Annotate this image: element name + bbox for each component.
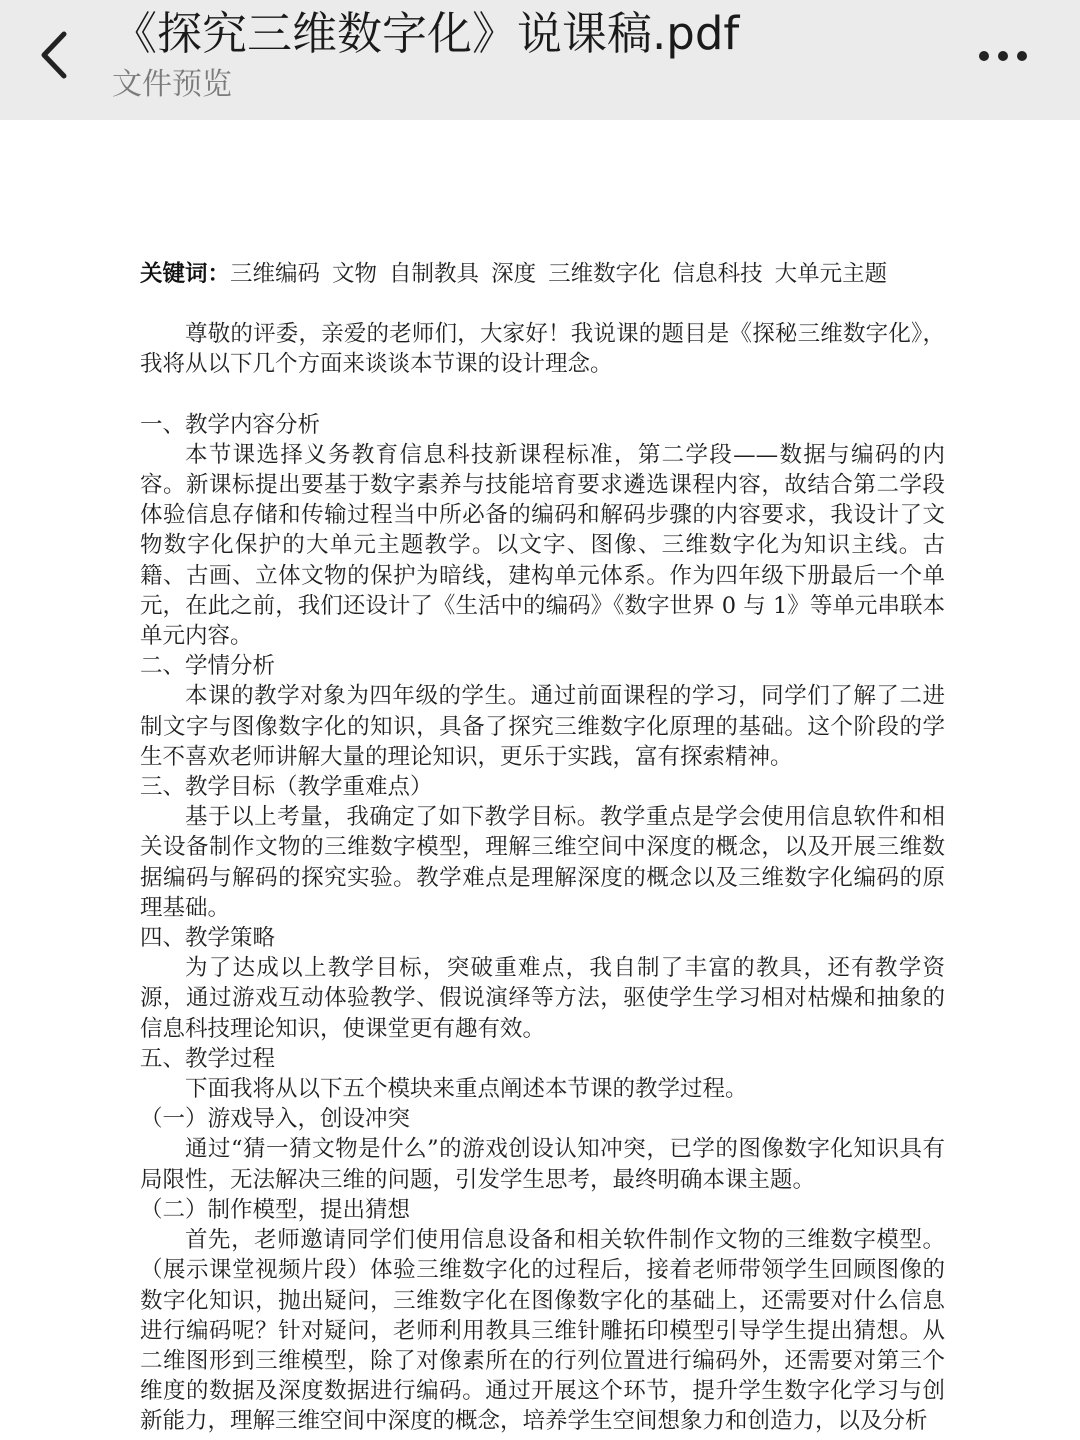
back-button[interactable]: [26, 20, 86, 90]
section-paragraph: 本节课选择义务教育信息科技新课程标准，第二学段——数据与编码的内容。新课标提出要基于数字素养与技能培育要求遴选课程内容，故结合第二学段体验信息存储和传输过程当中所必备的编码和解码步骤的内容要求，我设计了文物数字化保护的大单元主题教学。以文字、图像、三维数字化为知识主线。古籍、古画、立体文物的保护为暗线，建构单元体系。作为四年级下册最后一个单元，在此之前，我们还设计了《生活中的编码》《数字世界 0 与 1》等单元串联本单元内容。: [140, 441, 945, 650]
section-heading: 四、教学策略: [140, 925, 276, 952]
section-heading: 二、学情分析: [140, 653, 276, 680]
keyword: 大单元主题: [774, 261, 888, 287]
keyword: 三维数字化: [548, 261, 661, 287]
file-title: 《探究三维数字化》说课稿.pdf: [112, 7, 740, 60]
keyword: 深度: [491, 261, 537, 287]
subsection-paragraph: 通过“猜一猜文物是什么”的游戏创设认知冲突，已学的图像数字化知识具有局限性，无法解决三维的问题，引发学生思考，最终明确本课主题。: [140, 1136, 945, 1193]
section-paragraph: 基于以上考量，我确定了如下教学目标。教学重点是学会使用信息软件和相关设备制作文物的三维数字模型，理解三维空间中深度的概念，以及开展三维数据编码与解码的探究实验。教学难点是理解深度的概念以及三维数字化编码的原理基础。: [140, 804, 945, 921]
section-paragraph: 本课的教学对象为四年级的学生。通过前面课程的学习，同学们了解了二进制文字与图像数字化的知识，具备了探究三维数字化原理的基础。这个阶段的学生不喜欢老师讲解大量的理论知识，更乐于实践，富有探索精神。: [140, 683, 945, 770]
section-heading: 五、教学过程: [140, 1045, 276, 1072]
file-preview-label: 文件预览: [112, 67, 232, 102]
chevron-left-icon: [26, 20, 86, 90]
keyword: 文物: [332, 261, 378, 287]
keyword: 三维编码: [230, 261, 321, 287]
more-options-button[interactable]: [968, 36, 1038, 76]
section-paragraph: 下面我将从以下五个模块来重点阐述本节课的教学过程。: [185, 1076, 748, 1103]
more-horizontal-icon: [968, 36, 1038, 76]
keywords-line: [140, 259, 945, 289]
subsection-heading: （二）制作模型，提出猜想: [140, 1196, 411, 1223]
section-heading: 一、教学内容分析: [140, 411, 321, 438]
subsection-heading: （一）游戏导入，创设冲突: [140, 1106, 411, 1133]
keywords-label: 关键词：: [140, 261, 231, 287]
app-header: [0, 0, 1080, 120]
pdf-page-content: [140, 259, 945, 1437]
keyword: 信息科技: [672, 261, 763, 287]
keyword: 自制教具: [389, 261, 480, 287]
section-heading: 三、教学目标（教学重难点）: [140, 774, 433, 801]
section-paragraph: 为了达成以上教学目标，突破重难点，我自制了丰富的教具，还有教学资源，通过游戏互动体验教学、假说演绎等方法，驱使学生学习相对枯燥和抽象的信息科技理论知识，使课堂更有趣有效。: [140, 955, 945, 1042]
intro-paragraph: 尊敬的评委，亲爱的老师们，大家好！我说课的题目是《探秘三维数字化》，我将从以下几个方面来谈谈本节课的设计理念。: [140, 321, 945, 378]
subsection-paragraph: 首先，老师邀请同学们使用信息设备和相关软件制作文物的三维数字模型。（展示课堂视频片段）体验三维数字化的过程后，接着老师带领学生回顾图像的数字化知识，抛出疑问，三维数字化在图像数字化的基础上，还需要对什么信息进行编码呢？针对疑问，老师利用教具三维针雕拓印模型引导学生提出猜想。从二维图形到三维模型，除了对像素所在的行列位置进行编码外，还需要对第三个维度的数据及深度数据进行编码。通过开展这个环节，提升学生数字化学习与创新能力，理解三维空间中深度的概念，培养学生空间想象力和创造力，以及分析: [140, 1227, 945, 1435]
